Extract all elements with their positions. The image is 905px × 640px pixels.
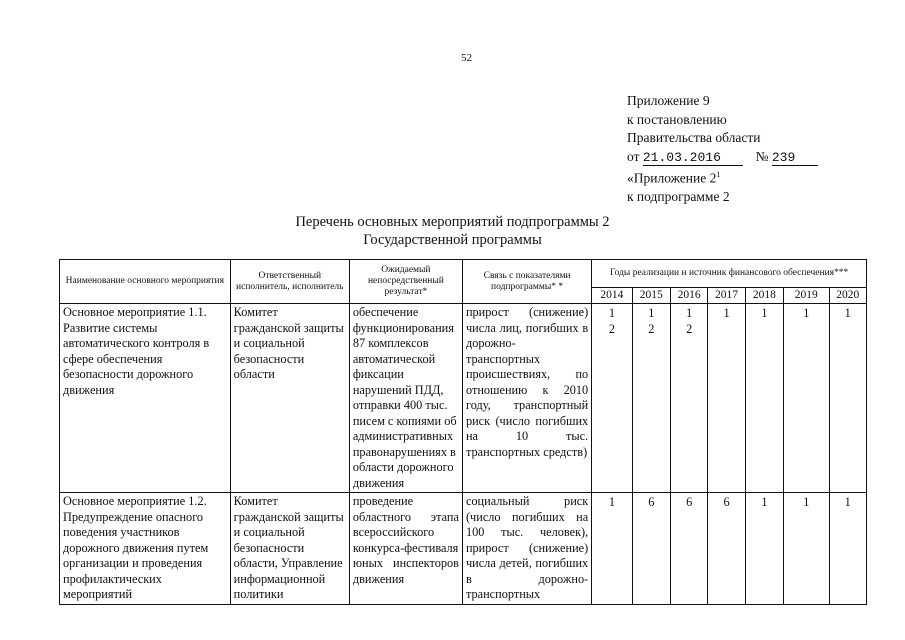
page-number: 52 <box>461 52 472 64</box>
decree-number: 239 <box>772 151 818 166</box>
title-line-1: Перечень основных мероприятий подпрограммы 2 <box>295 214 610 230</box>
row-2-2015 <box>632 493 670 605</box>
appendix-line-5-text: «Приложение 2 <box>627 170 717 186</box>
row-2-indicators: социальный риск (число погибших на 100 тыс. человек), прирост (снижение) числа детей, погибших в дорожно-транспортных <box>462 493 591 605</box>
row-1-2016 <box>670 304 707 493</box>
decree-date: 21.03.2016 <box>643 151 743 166</box>
row-1-2019-a: 1 <box>803 306 810 320</box>
row-2-2020 <box>829 493 866 605</box>
row-2-2019-a: 1 <box>803 495 810 509</box>
measures-table-wrapper <box>59 259 867 640</box>
date-prefix: от <box>627 148 640 164</box>
appendix-block <box>627 92 818 207</box>
row-1-2020 <box>829 304 866 493</box>
row-1-result: обеспечение функционирования 87 комплексов автоматической фиксации нарушений ПДД, отправки 400 тыс. писем с копиями об административных правонарушениях в области дорожного движения <box>349 304 462 493</box>
appendix-line-1: Приложение 9 <box>627 93 710 108</box>
appendix-line-6: к подпрограмме 2 <box>627 189 730 204</box>
row-2-2016-a: 6 <box>686 495 693 509</box>
table-row <box>60 304 867 493</box>
row-1-2019 <box>784 304 829 493</box>
appendix-line-3: Правительства области <box>627 130 761 145</box>
header-year-2018: 2018 <box>745 288 783 304</box>
appendix-line-5 <box>627 166 818 188</box>
header-result: Ожидаемый непосредственный результат* <box>349 260 462 304</box>
row-1-2014 <box>592 304 632 493</box>
row-1-executor: Комитет гражданской защиты и социальной безопасности области <box>230 304 349 493</box>
row-2-2017-a: 6 <box>723 495 730 509</box>
appendix-line-2: к постановлению <box>627 111 727 127</box>
row-2-name: Основное мероприятие 1.2. Предупреждение опасного поведения участников дорожного движения путем организации и проведения профилактических мероприятий <box>60 493 231 605</box>
row-2-2015-a: 6 <box>648 495 655 509</box>
row-1-2014-a: 1 <box>608 306 615 320</box>
row-1-2017-a: 1 <box>723 306 730 320</box>
row-2-result: проведение областного этапа всероссийского конкурса-фестиваля юных инспекторов движения <box>349 493 462 605</box>
header-executor: Ответственный исполнитель, исполнитель <box>230 260 349 304</box>
header-year-2016: 2016 <box>670 288 707 304</box>
measures-table <box>59 259 867 605</box>
row-2-2017 <box>708 493 745 605</box>
header-year-2020: 2020 <box>829 288 866 304</box>
row-2-2018-a: 1 <box>761 495 768 509</box>
row-1-2016-a: 1 <box>686 306 693 320</box>
header-year-2015: 2015 <box>632 288 670 304</box>
row-2-2018 <box>745 493 783 605</box>
appendix-date-line <box>627 148 818 167</box>
row-2-2014 <box>592 493 632 605</box>
header-year-2014: 2014 <box>592 288 632 304</box>
header-name: Наименование основного мероприятия <box>60 260 231 304</box>
number-prefix: № <box>755 148 769 164</box>
row-2-2020-a: 1 <box>844 495 851 509</box>
row-1-2015 <box>632 304 670 493</box>
row-1-2020-a: 1 <box>844 306 851 320</box>
header-years-group: Годы реализации и источник финансового обеспечения*** <box>592 260 867 288</box>
row-1-2018-a: 1 <box>761 306 768 320</box>
row-1-2015-a: 1 <box>648 306 655 320</box>
table-row <box>60 493 867 605</box>
row-2-2014-a: 1 <box>608 495 615 509</box>
header-year-2017: 2017 <box>708 288 745 304</box>
row-1-2017 <box>708 304 745 493</box>
row-1-2014-b: 2 <box>608 321 615 336</box>
appendix-line-5-sup: 1 <box>716 170 721 179</box>
title-line-2: Государственной программы <box>363 232 542 248</box>
document-title <box>0 213 905 249</box>
row-1-2016-b: 2 <box>686 321 693 336</box>
header-year-2019: 2019 <box>784 288 829 304</box>
row-2-2019 <box>784 493 829 605</box>
header-indicators: Связь с показателями подпрограммы* * <box>462 260 591 304</box>
row-2-2016 <box>670 493 707 605</box>
row-1-2015-b: 2 <box>648 321 655 336</box>
row-2-executor: Комитет гражданской защиты и социальной безопасности области, Управление информационной политики <box>230 493 349 605</box>
row-1-name: Основное мероприятие 1.1. Развитие системы автоматического контроля в сфере обеспечения безопасности дорожного движения <box>60 304 231 493</box>
row-1-indicators: прирост (снижение) числа лиц, погибших в дорожно-транспортных происшествиях, по отношению к 2010 году, транспортный риск (число погибших на 10 тыс. транспортных средств) <box>462 304 591 493</box>
row-1-2018 <box>745 304 783 493</box>
